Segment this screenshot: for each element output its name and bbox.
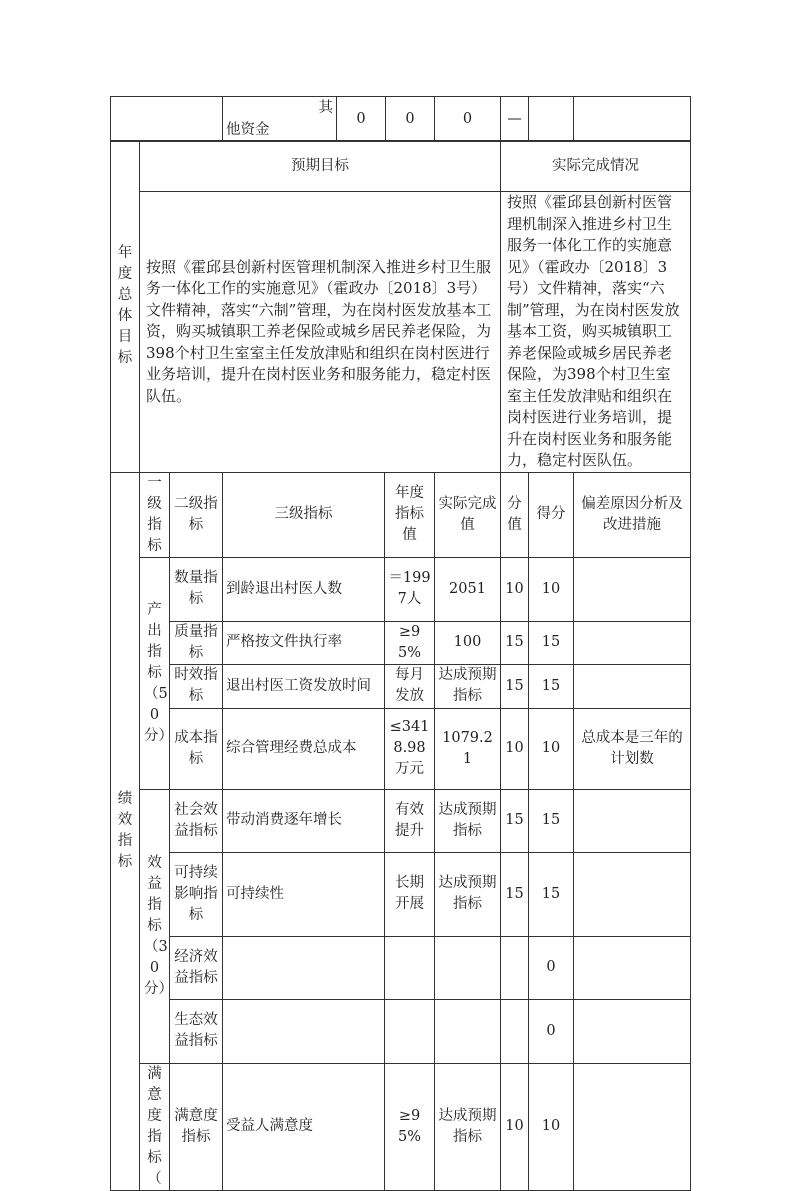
target-cell: ≥95% <box>385 621 435 664</box>
weight-cell: 15 <box>501 664 529 708</box>
blank-cell <box>574 97 691 142</box>
other-funds-label: 其 他资金 <box>223 97 337 142</box>
group-output: 产出指标（50分） <box>140 557 170 789</box>
target-cell: 长期开展 <box>385 852 435 936</box>
l2-cell: 时效指标 <box>170 664 223 708</box>
note-cell <box>574 557 691 621</box>
performance-table <box>110 140 691 1191</box>
actual-cell: 达成预期指标 <box>435 664 501 708</box>
l2-cell: 满意度指标 <box>170 1063 223 1190</box>
table-row <box>111 557 691 621</box>
table-row <box>111 664 691 708</box>
header-cell: 一级指标 <box>140 472 170 557</box>
note-cell: 总成本是三年的计划数 <box>574 708 691 789</box>
weight-cell: 10 <box>501 557 529 621</box>
annual-goal-label: 年度总体目标 <box>111 141 140 473</box>
l2-cell: 社会效益指标 <box>170 789 223 852</box>
actual-cell: 100 <box>435 621 501 664</box>
target-cell: 有效提升 <box>385 789 435 852</box>
blank-cell <box>111 97 223 142</box>
l2-cell: 生态效益指标 <box>170 999 223 1063</box>
l3-cell <box>223 936 385 999</box>
l2-cell: 经济效益指标 <box>170 936 223 999</box>
expected-goal-header: 预期目标 <box>140 141 501 192</box>
value-cell: 0 <box>337 97 386 142</box>
target-cell: ≥95% <box>385 1063 435 1190</box>
score-cell: 15 <box>529 852 574 936</box>
actual-cell <box>435 999 501 1063</box>
weight-cell: 10 <box>501 708 529 789</box>
l3-cell: 严格按文件执行率 <box>223 621 385 664</box>
target-cell: 每月发放 <box>385 664 435 708</box>
score-cell: 10 <box>529 1063 574 1190</box>
target-cell <box>385 936 435 999</box>
value-cell: — <box>501 97 529 142</box>
note-cell <box>574 1063 691 1190</box>
note-cell <box>574 936 691 999</box>
actual-cell: 2051 <box>435 557 501 621</box>
table-row <box>111 621 691 664</box>
header-cell: 年度指标值 <box>385 472 435 557</box>
actual-completion-text: 按照《霍邱县创新村医管理机制深入推进乡村卫生服务一体化工作的实施意见》（霍政办〔2018〕3号）文件精神，落实“六制”管理，为在岗村医发放基本工资，购买城镇职工养老保险或城乡居民养老保险，为398个村卫生室室主任发放津贴和组织在岗村医进行业务培训，提升在岗村医业务和服务能力，稳定村医队伍。 <box>501 192 691 473</box>
score-cell: 10 <box>529 708 574 789</box>
weight-cell: 15 <box>501 621 529 664</box>
table-row <box>111 1063 691 1190</box>
table-row <box>111 999 691 1063</box>
weight-cell: 15 <box>501 852 529 936</box>
table-row <box>111 708 691 789</box>
actual-cell: 达成预期指标 <box>435 1063 501 1190</box>
note-cell <box>574 621 691 664</box>
l3-cell: 到龄退出村医人数 <box>223 557 385 621</box>
l3-cell <box>223 999 385 1063</box>
actual-cell: 达成预期指标 <box>435 789 501 852</box>
header-cell: 得分 <box>529 472 574 557</box>
note-cell <box>574 852 691 936</box>
note-cell <box>574 664 691 708</box>
l2-cell: 质量指标 <box>170 621 223 664</box>
weight-cell: 15 <box>501 789 529 852</box>
l3-cell: 可持续性 <box>223 852 385 936</box>
header-cell: 三级指标 <box>223 472 385 557</box>
actual-completion-header: 实际完成情况 <box>501 141 691 192</box>
l2-cell: 可持续影响指标 <box>170 852 223 936</box>
header-cell: 偏差原因分析及改进措施 <box>574 472 691 557</box>
group-benefit: 效益指标（30分） <box>140 789 170 1063</box>
actual-cell: 达成预期指标 <box>435 852 501 936</box>
value-cell: 0 <box>435 97 501 142</box>
score-cell: 0 <box>529 936 574 999</box>
value-cell: 0 <box>386 97 435 142</box>
blank-cell <box>529 97 574 142</box>
l2-cell: 成本指标 <box>170 708 223 789</box>
score-cell: 10 <box>529 557 574 621</box>
score-cell: 15 <box>529 664 574 708</box>
actual-cell: 1079.21 <box>435 708 501 789</box>
target-cell <box>385 999 435 1063</box>
table-row <box>111 789 691 852</box>
target-cell: ≤3418.98万元 <box>385 708 435 789</box>
group-satisfaction: 满意度指标（ <box>140 1063 170 1190</box>
l2-cell: 数量指标 <box>170 557 223 621</box>
header-cell: 分值 <box>501 472 529 557</box>
l3-cell: 综合管理经费总成本 <box>223 708 385 789</box>
expected-goal-text: 按照《霍邱县创新村医管理机制深入推进乡村卫生服务一体化工作的实施意见》（霍政办〔2018〕3号）文件精神，落实“六制”管理，为在岗村医发放基本工资，购买城镇职工养老保险或城乡居民养老保险，为398个村卫生室室主任发放津贴和组织在岗村医进行业务培训，提升在岗村医业务和服务能力，稳定村医队伍。 <box>140 192 501 473</box>
l3-cell: 受益人满意度 <box>223 1063 385 1190</box>
weight-cell <box>501 936 529 999</box>
funding-row-table <box>110 96 691 142</box>
score-cell: 15 <box>529 621 574 664</box>
header-cell: 实际完成值 <box>435 472 501 557</box>
weight-cell: 10 <box>501 1063 529 1190</box>
actual-cell <box>435 936 501 999</box>
score-cell: 0 <box>529 999 574 1063</box>
score-cell: 15 <box>529 789 574 852</box>
l3-cell: 退出村医工资发放时间 <box>223 664 385 708</box>
note-cell <box>574 789 691 852</box>
target-cell: ＝1997人 <box>385 557 435 621</box>
weight-cell <box>501 999 529 1063</box>
header-cell: 二级指标 <box>170 472 223 557</box>
l3-cell: 带动消费逐年增长 <box>223 789 385 852</box>
note-cell <box>574 999 691 1063</box>
table-row <box>111 936 691 999</box>
table-row <box>111 852 691 936</box>
performance-indicator-label: 绩效指标 <box>111 472 140 1190</box>
